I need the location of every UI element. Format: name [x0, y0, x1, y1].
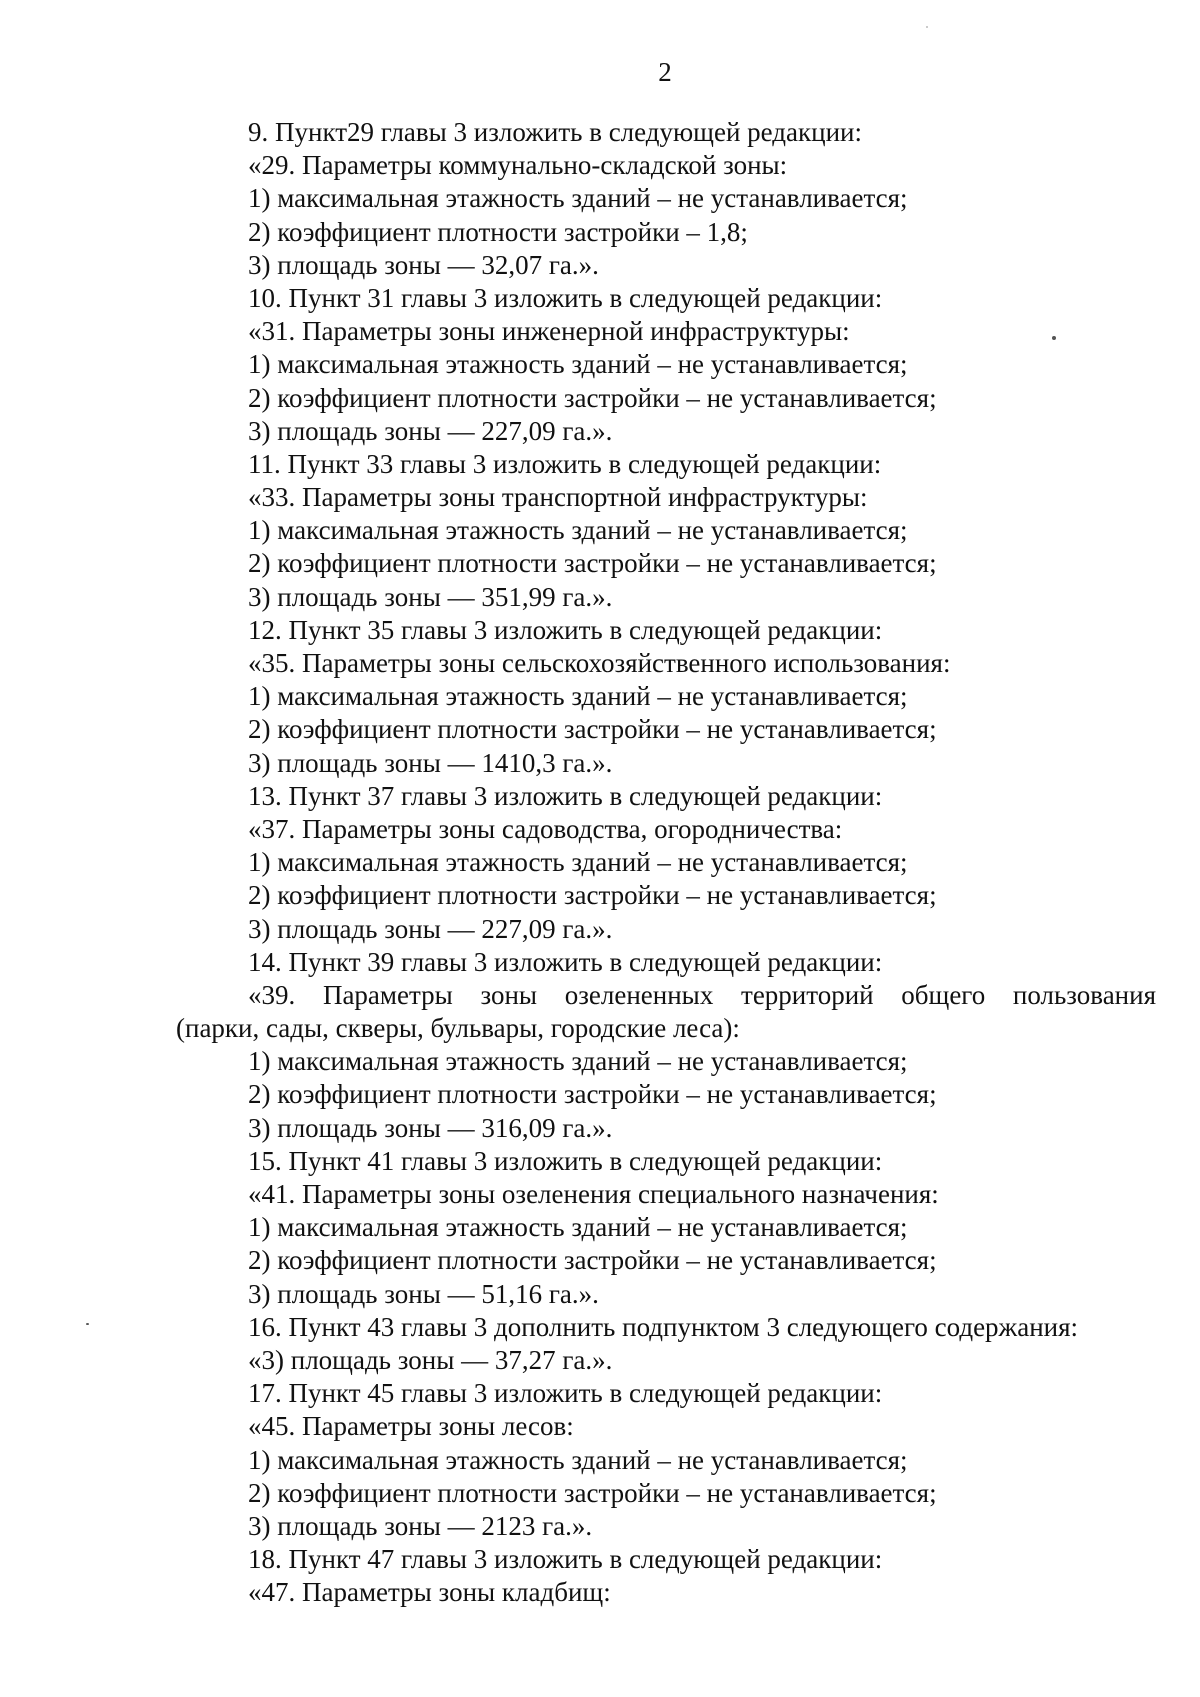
text-line: «35. Параметры зоны сельскохозяйственного использования:: [248, 648, 951, 678]
text-line: 2) коэффициент плотности застройки – не устанавливается;: [248, 714, 937, 745]
text-line: 3) площадь зоны — 1410,3 га.».: [248, 747, 613, 778]
text-line: 2) коэффициент плотности застройки – не устанавливается;: [248, 1079, 937, 1110]
text-line: «45. Параметры зоны лесов:: [248, 1411, 574, 1442]
text-line: 1) максимальная этажность зданий – не устанавливается;: [248, 349, 908, 380]
text-line: «41. Параметры зоны озеленения специального назначения:: [248, 1179, 939, 1209]
text-line: 1) максимальная этажность зданий – не устанавливается;: [248, 847, 908, 878]
scan-speck: [86, 1323, 89, 1325]
text-line: «37. Параметры зоны садоводства, огородничества:: [248, 813, 843, 844]
text-line: 2) коэффициент плотности застройки – не устанавливается;: [248, 880, 937, 911]
scan-speck: [926, 26, 928, 28]
text-line: 2) коэффициент плотности застройки – не устанавливается;: [248, 382, 937, 413]
text-line: 3) площадь зоны — 351,99 га.».: [248, 581, 613, 612]
text-line: 1) максимальная этажность зданий – не устанавливается;: [248, 515, 908, 546]
text-line: 13. Пункт 37 главы 3 изложить в следующей редакции:: [248, 780, 883, 811]
text-line: 11. Пункт 33 главы 3 изложить в следующей редакции:: [248, 448, 882, 479]
text-line: 2) коэффициент плотности застройки – 1,8;: [248, 216, 748, 247]
text-line: 15. Пункт 41 главы 3 изложить в следующей редакции:: [248, 1145, 883, 1176]
text-line: 3) площадь зоны — 316,09 га.».: [248, 1112, 613, 1143]
text-line: 1) максимальная этажность зданий – не устанавливается;: [248, 183, 908, 214]
text-line: 2) коэффициент плотности застройки – не устанавливается;: [248, 1245, 937, 1276]
text-line: «47. Параметры зоны кладбищ:: [248, 1577, 611, 1608]
text-line: 3) площадь зоны — 227,09 га.».: [248, 415, 613, 446]
text-line: «39. Параметры зоны озелененных территорий общего пользования: [248, 979, 1156, 1010]
text-line: 10. Пункт 31 главы 3 изложить в следующей редакции:: [248, 282, 883, 313]
text-line: 18. Пункт 47 главы 3 изложить в следующей редакции:: [248, 1544, 883, 1575]
text-line: 14. Пункт 39 главы 3 изложить в следующей редакции:: [248, 946, 883, 977]
document-body: [176, 116, 1156, 1609]
text-line: 3) площадь зоны — 51,16 га.».: [248, 1278, 599, 1309]
text-line: (парки, сады, скверы, бульвары, городские леса):: [176, 1013, 740, 1044]
text-line: 3) площадь зоны — 2123 га.».: [248, 1510, 593, 1541]
text-line: 17. Пункт 45 главы 3 изложить в следующей редакции:: [248, 1378, 883, 1409]
text-line: 1) максимальная этажность зданий – не устанавливается;: [248, 1046, 908, 1077]
text-line: 12. Пункт 35 главы 3 изложить в следующей редакции:: [248, 614, 883, 645]
text-line: 9. Пункт29 главы 3 изложить в следующей редакции:: [248, 117, 862, 147]
text-line: «31. Параметры зоны инженерной инфраструктуры:: [248, 316, 850, 347]
text-line: 2) коэффициент плотности застройки – не устанавливается;: [248, 548, 937, 579]
text-line: 2) коэффициент плотности застройки – не устанавливается;: [248, 1477, 937, 1508]
text-line: 1) максимальная этажность зданий – не устанавливается;: [248, 681, 908, 712]
text-line: 16. Пункт 43 главы 3 дополнить подпунктом 3 следующего содержания:: [248, 1311, 1079, 1342]
text-line: 3) площадь зоны — 32,07 га.».: [248, 249, 599, 280]
page-number: 2: [658, 57, 672, 87]
text-line: 3) площадь зоны — 227,09 га.».: [248, 913, 613, 944]
text-line: 1) максимальная этажность зданий – не устанавливается;: [248, 1444, 908, 1475]
scan-speck: [1052, 336, 1056, 340]
text-line: «3) площадь зоны — 37,27 га.».: [248, 1344, 613, 1375]
text-line: 1) максимальная этажность зданий – не устанавливается;: [248, 1212, 908, 1243]
text-line: «33. Параметры зоны транспортной инфраструктуры:: [248, 482, 868, 513]
text-line: «29. Параметры коммунально-складской зоны:: [248, 150, 788, 181]
